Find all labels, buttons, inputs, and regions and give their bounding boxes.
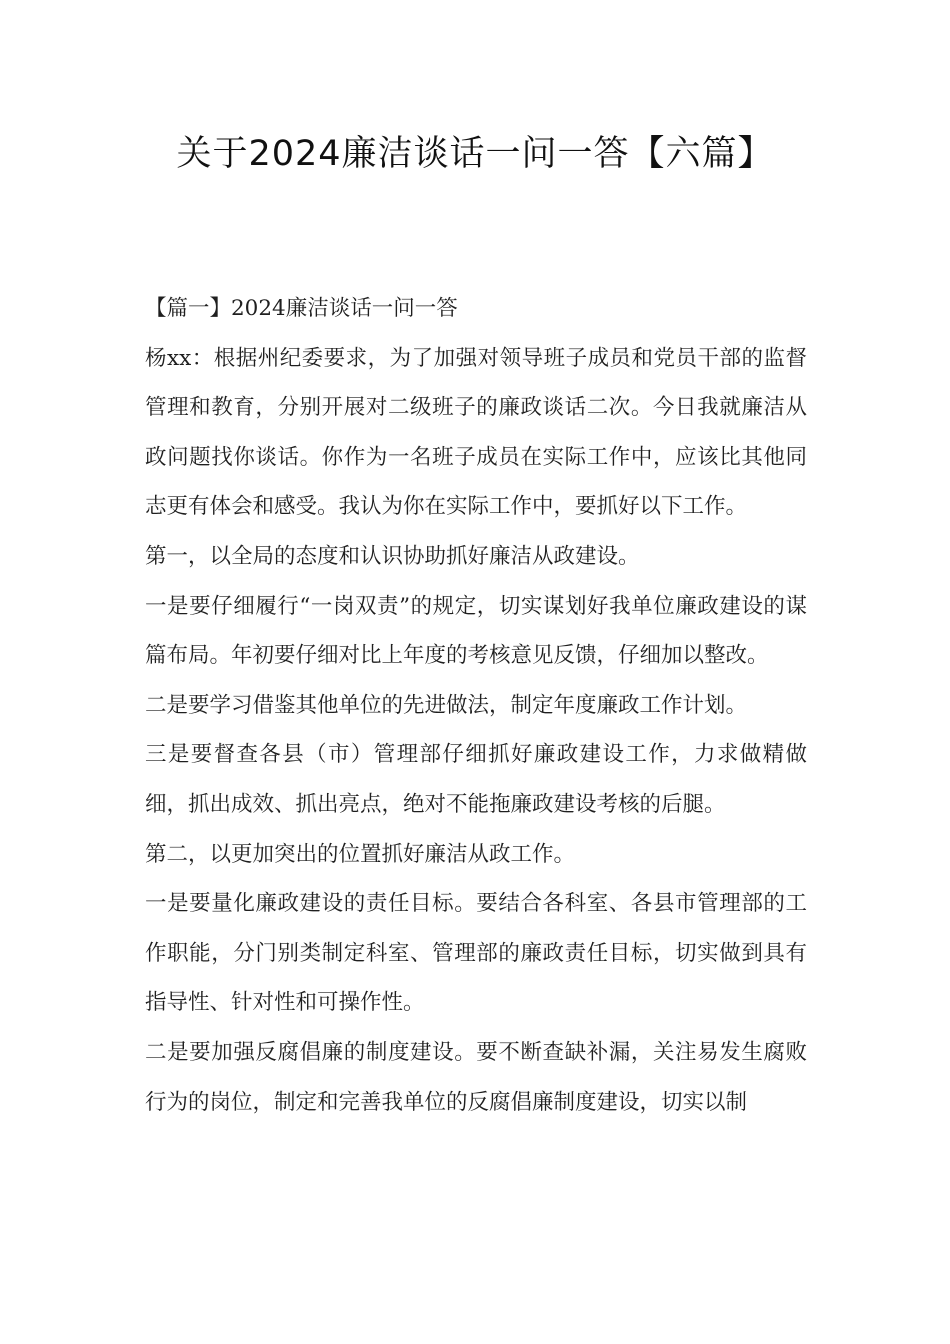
body-paragraph: 二是要学习借鉴其他单位的先进做法，制定年度廉政工作计划。 bbox=[145, 692, 748, 718]
body-paragraph: 第一，以全局的态度和认识协助抓好廉洁从政建设。 bbox=[145, 543, 640, 569]
body-paragraph: 杨xx：根据州纪委要求，为了加强对领导班子成员和党员干部的监督管理和教育，分别开展对二级班子的廉政谈话二次。今日我就廉洁从政问题找你谈话。你作为一名班子成员在实际工作中，应该比其他同志更有体会和感受。我认为你在实际工作中，要抓好以下工作。 bbox=[145, 345, 807, 520]
document-body bbox=[145, 284, 807, 1127]
body-paragraph: 第二，以更加突出的位置抓好廉洁从政工作。 bbox=[145, 841, 576, 867]
section-heading: 【篇一】2024廉洁谈话一问一答 bbox=[145, 296, 458, 321]
body-paragraph: 一是要量化廉政建设的责任目标。要结合各科室、各县市管理部的工作职能，分门别类制定科室、管理部的廉政责任目标，切实做到具有指导性、针对性和可操作性。 bbox=[145, 891, 807, 1016]
body-paragraph: 二是要加强反腐倡廉的制度建设。要不断查缺补漏，关注易发生腐败行为的岗位，制定和完善我单位的反腐倡廉制度建设，切实以制 bbox=[145, 1039, 807, 1115]
body-paragraph: 一是要仔细履行“一岗双责”的规定，切实谋划好我单位廉政建设的谋篇布局。年初要仔细对比上年度的考核意见反馈，仔细加以整改。 bbox=[145, 593, 807, 669]
body-paragraph: 三是要督查各县（市）管理部仔细抓好廉政建设工作，力求做精做细，抓出成效、抓出亮点，绝对不能拖廉政建设考核的后腿。 bbox=[145, 742, 807, 817]
document-title: 关于2024廉洁谈话一问一答【六篇】 bbox=[176, 134, 774, 174]
